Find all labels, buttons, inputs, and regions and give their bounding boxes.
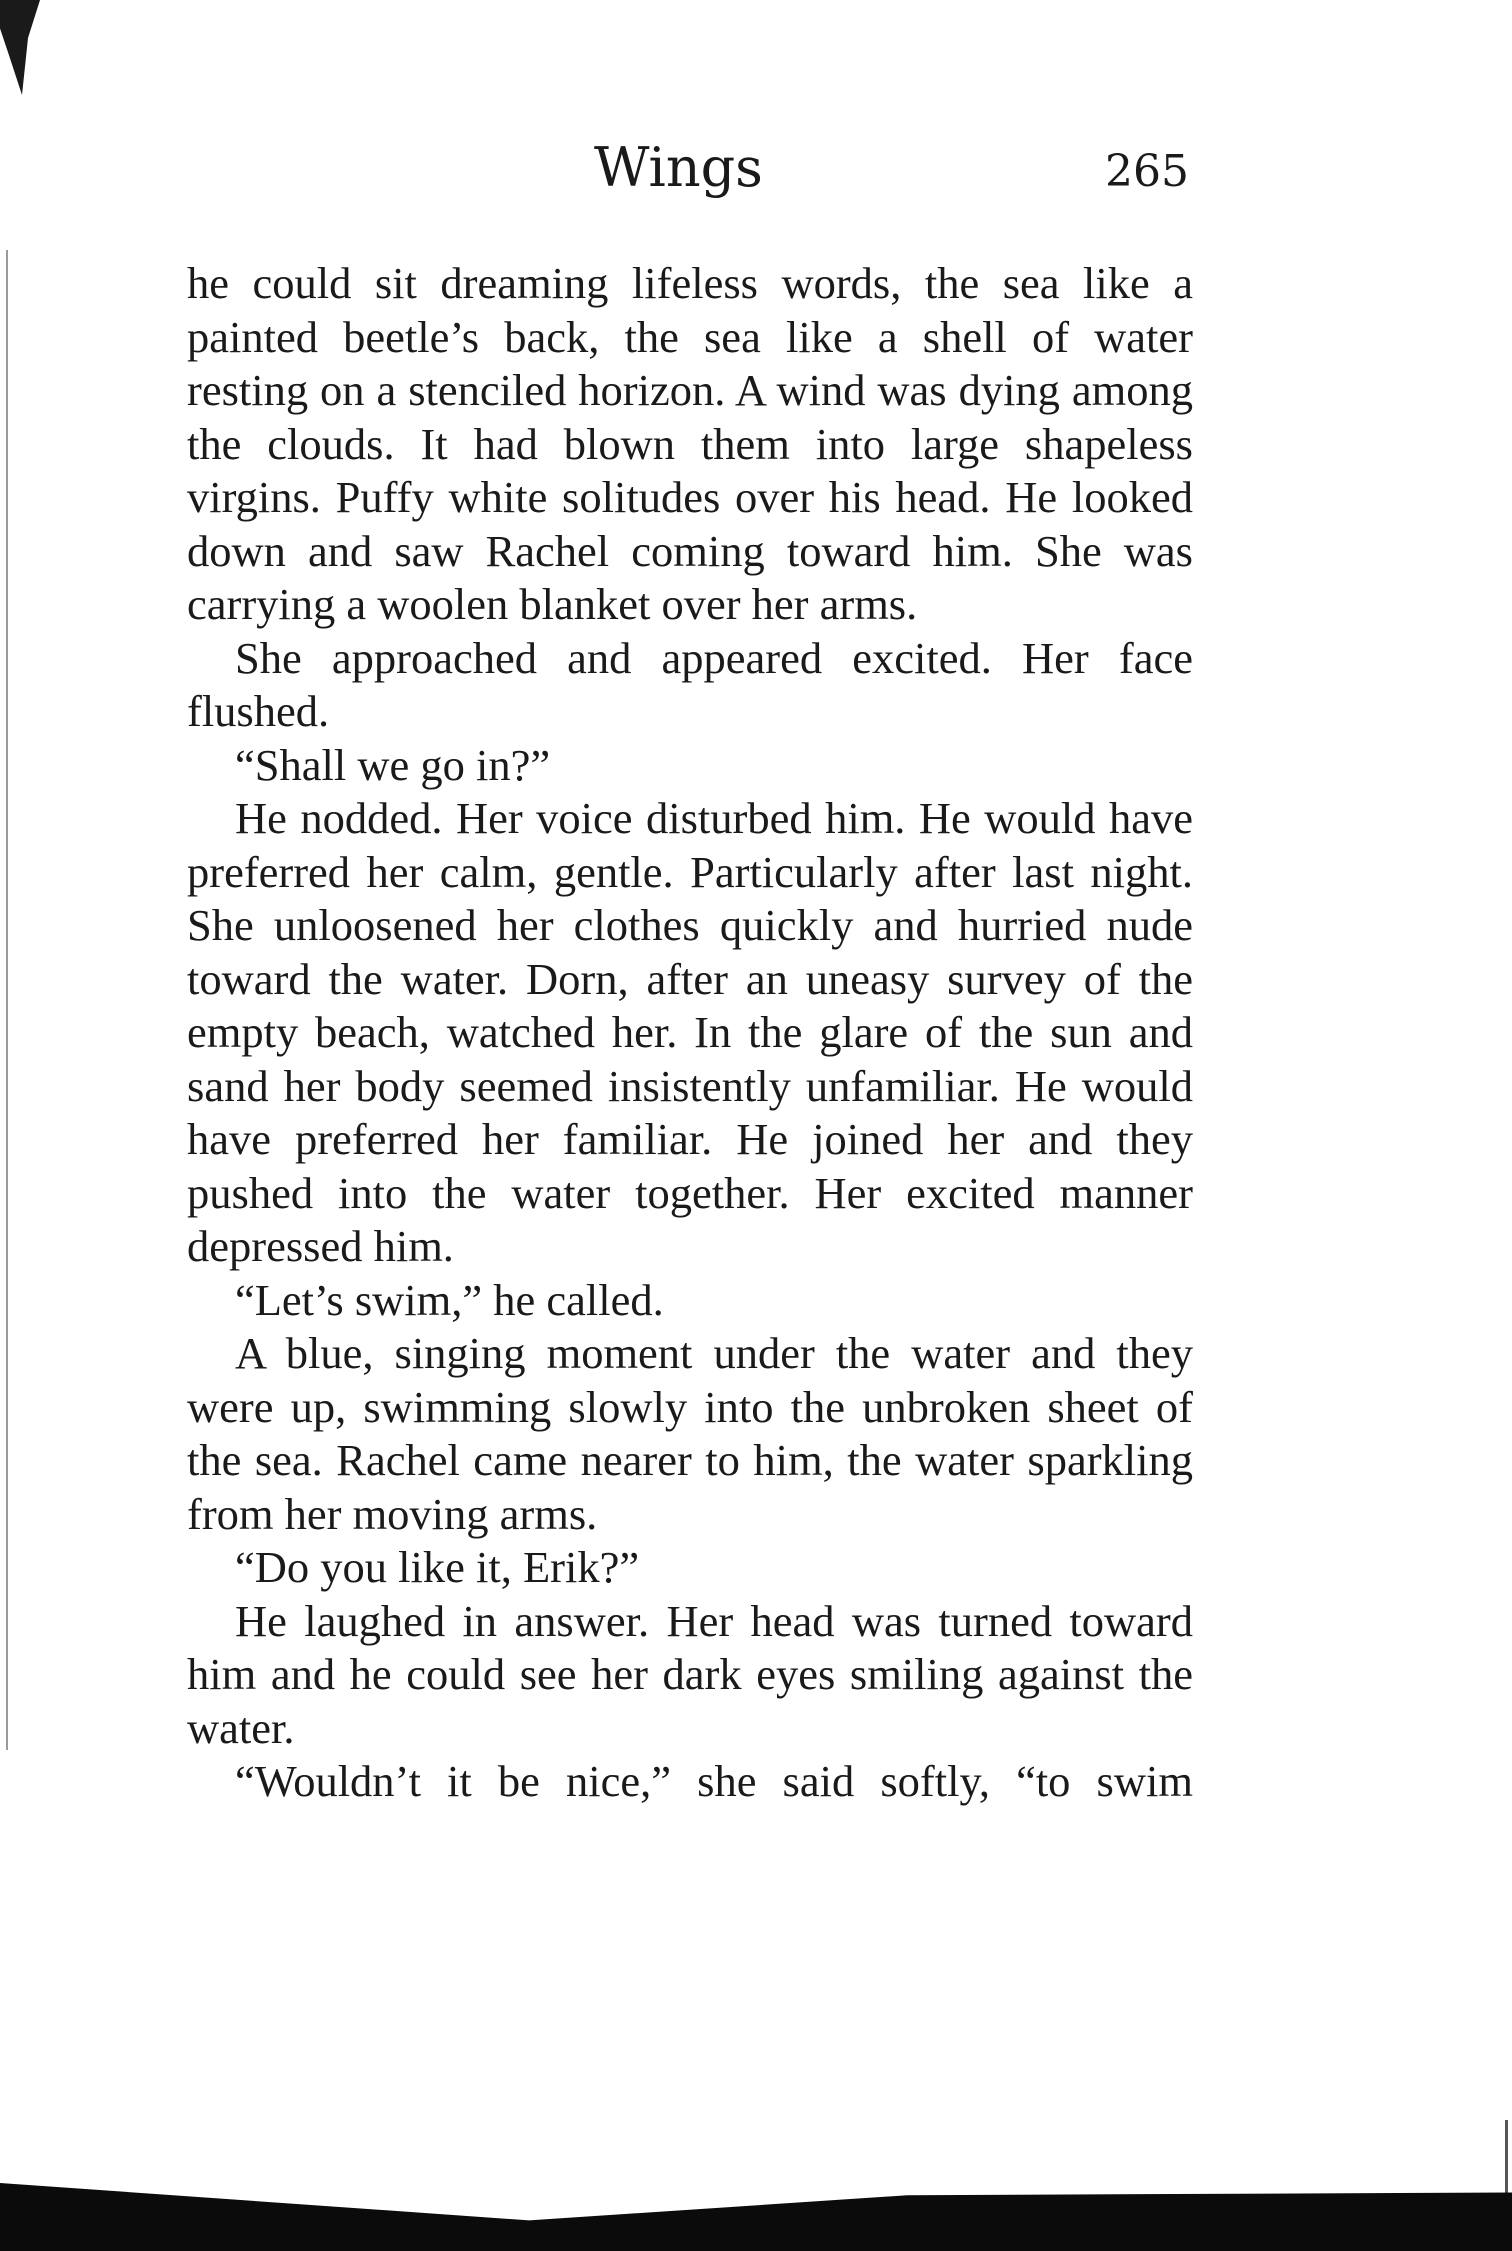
running-title: Wings: [594, 136, 763, 199]
page-number: 265: [1105, 146, 1189, 197]
body-text: [187, 257, 1193, 1809]
scan-right-edge-mark: [1505, 2120, 1508, 2200]
paragraph-3-dialogue: “Shall we go in?”: [235, 739, 551, 790]
paragraph-6: A blue, singing moment under the water and they were up, swimming slowly into the unbroken sheet of the sea. Rachel came nearer to him, the water sparkling from her moving arms.: [187, 1328, 1193, 1539]
paragraph-1: he could sit dreaming lifeless words, the sea like a painted beetle’s back, the sea like a shell of water resting on a stenciled horizon. A wind was dying among the clouds. It had blown them into large shapeless virgins. Puffy white solitudes over his head. He looked down and saw Rachel coming toward him. She was carrying a woolen blanket over her arms.: [187, 258, 1193, 629]
scan-corner-mark: [0, 0, 40, 95]
paragraph-5-dialogue: “Let’s swim,” he called.: [235, 1274, 664, 1325]
paragraph-2: She approached and appeared excited. Her face flushed.: [187, 632, 1193, 736]
paragraph-7-dialogue: “Do you like it, Erik?”: [235, 1542, 640, 1592]
page-header: [0, 128, 1512, 208]
paragraph-4: He nodded. Her voice disturbed him. He would have preferred her calm, gentle. Particularly after last night. She unloosened her clothes quickly and hurried nude toward the water. Dorn, after an uneasy survey of the empty beach, watched her. In the glare of the sun and sand her body seemed insistently unfamiliar. He would have preferred her familiar. He joined her and they pushed into the water together. Her excited manner depressed him.: [187, 793, 1193, 1271]
scan-left-edge: [6, 250, 8, 1750]
scan-bottom-shadow: [0, 2183, 1512, 2251]
paragraph-8: He laughed in answer. Her head was turned toward him and he could see her dark eyes smiling against the water.: [187, 1595, 1193, 1753]
paragraph-9-dialogue: “Wouldn’t it be nice,” she said softly, “to swim: [235, 1756, 1193, 1806]
